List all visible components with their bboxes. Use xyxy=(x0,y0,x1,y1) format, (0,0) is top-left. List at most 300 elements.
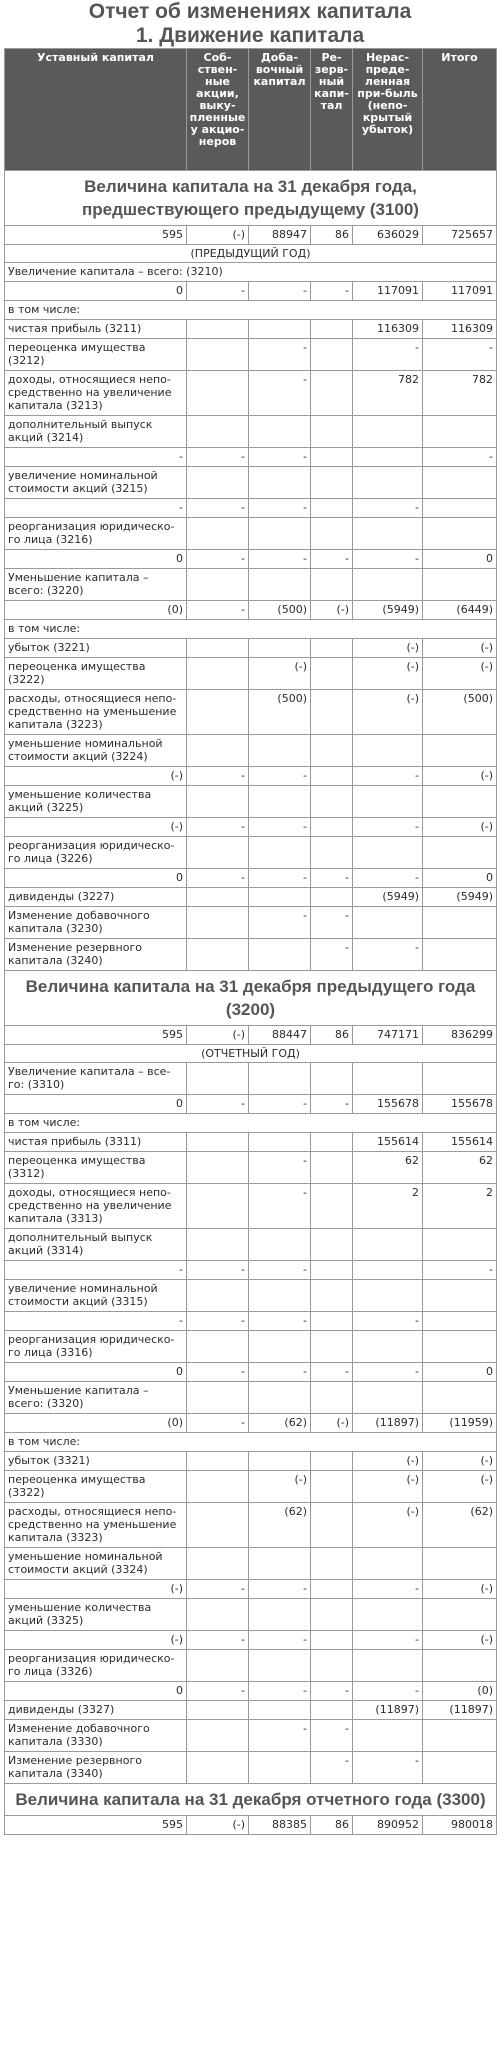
cell-additional-capital: 88447 xyxy=(249,1026,311,1045)
cell-additional-capital: - xyxy=(249,1580,311,1599)
cell-additional-capital xyxy=(249,467,311,499)
cell-treasury-shares xyxy=(187,467,249,499)
cell-charter-capital: уменьшение количества акций (3325) xyxy=(5,1599,187,1631)
table-row xyxy=(5,767,497,786)
cell-treasury-shares: - xyxy=(187,601,249,620)
cell-treasury-shares xyxy=(187,786,249,818)
table-row xyxy=(5,282,497,301)
cell-retained-earnings xyxy=(353,1331,423,1363)
cell-retained-earnings: 782 xyxy=(353,371,423,416)
cell-retained-earnings: (-) xyxy=(353,639,423,658)
cell-treasury-shares: (-) xyxy=(187,226,249,245)
cell-treasury-shares xyxy=(187,907,249,939)
cell-reserve-capital: 86 xyxy=(311,1816,353,1835)
table-row xyxy=(5,1229,497,1261)
cell-total: 0 xyxy=(423,869,497,888)
cell-treasury-shares: - xyxy=(187,1631,249,1650)
table-row xyxy=(5,1548,497,1580)
cell-retained-earnings xyxy=(353,467,423,499)
cell-reserve-capital: - xyxy=(311,282,353,301)
cell-total: (-) xyxy=(423,767,497,786)
cell-treasury-shares: - xyxy=(187,499,249,518)
cell-reserve-capital xyxy=(311,518,353,550)
cell-additional-capital xyxy=(249,1548,311,1580)
report-title-line2: 1. Движение капитала xyxy=(135,24,365,47)
cell-additional-capital: - xyxy=(249,448,311,467)
cell-additional-capital: (-) xyxy=(249,658,311,690)
cell-total xyxy=(423,1599,497,1631)
cell-total: (62) xyxy=(423,1503,497,1548)
cell-charter-capital: переоценка имущества (3322) xyxy=(5,1471,187,1503)
cell-total: - xyxy=(423,1261,497,1280)
capital-movement-table xyxy=(4,48,497,1835)
cell-retained-earnings xyxy=(353,569,423,601)
cell-additional-capital: - xyxy=(249,1261,311,1280)
cell-retained-earnings xyxy=(353,1548,423,1580)
table-row xyxy=(5,1471,497,1503)
section-heading: Величина капитала на 31 декабря отчетного года (3300) xyxy=(5,1784,497,1816)
cell-total xyxy=(423,1063,497,1095)
cell-additional-capital xyxy=(249,1331,311,1363)
table-row xyxy=(5,550,497,569)
cell-treasury-shares: - xyxy=(187,448,249,467)
cell-charter-capital: дополнительный выпуск акций (3214) xyxy=(5,416,187,448)
table-row xyxy=(5,939,497,971)
section-heading: Величина капитала на 31 декабря предыдущего года (3200) xyxy=(5,971,497,1026)
cell-charter-capital: 0 xyxy=(5,1682,187,1701)
table-row xyxy=(5,1152,497,1184)
cell-treasury-shares xyxy=(187,1471,249,1503)
table-row xyxy=(5,1133,497,1152)
cell-reserve-capital xyxy=(311,1184,353,1229)
cell-retained-earnings: - xyxy=(353,1752,423,1784)
cell-reserve-capital xyxy=(311,1331,353,1363)
cell-additional-capital: - xyxy=(249,1152,311,1184)
cell-charter-capital: 0 xyxy=(5,1095,187,1114)
cell-treasury-shares: - xyxy=(187,1682,249,1701)
cell-additional-capital: 88385 xyxy=(249,1816,311,1835)
cell-reserve-capital xyxy=(311,320,353,339)
col-header-retained-earnings: Нерас-преде-ленная при-быль (непо-крытый убыток) xyxy=(353,49,423,171)
table-row xyxy=(5,1184,497,1229)
cell-additional-capital: - xyxy=(249,1631,311,1650)
cell-additional-capital: - xyxy=(249,818,311,837)
cell-total: (11959) xyxy=(423,1414,497,1433)
cell-retained-earnings: 155678 xyxy=(353,1095,423,1114)
cell-total: 117091 xyxy=(423,282,497,301)
cell-additional-capital: - xyxy=(249,371,311,416)
cell-total xyxy=(423,569,497,601)
cell-treasury-shares xyxy=(187,639,249,658)
cell-charter-capital: реорганизация юридическо-го лица (3316) xyxy=(5,1331,187,1363)
cell-additional-capital: - xyxy=(249,869,311,888)
report-page xyxy=(4,0,496,1835)
table-row xyxy=(5,1452,497,1471)
cell-additional-capital xyxy=(249,569,311,601)
cell-additional-capital: - xyxy=(249,767,311,786)
cell-treasury-shares: - xyxy=(187,818,249,837)
cell-treasury-shares xyxy=(187,569,249,601)
cell-charter-capital: - xyxy=(5,1261,187,1280)
table-row xyxy=(5,620,497,639)
cell-total: (0) xyxy=(423,1682,497,1701)
cell-total: 155678 xyxy=(423,1095,497,1114)
cell-treasury-shares: - xyxy=(187,1095,249,1114)
cell-retained-earnings: - xyxy=(353,1580,423,1599)
table-row xyxy=(5,499,497,518)
table-row xyxy=(5,1650,497,1682)
cell-retained-earnings: - xyxy=(353,939,423,971)
period-label: (ПРЕДЫДУЩИЙ ГОД) xyxy=(5,245,497,263)
cell-reserve-capital xyxy=(311,371,353,416)
cell-total: (-) xyxy=(423,658,497,690)
cell-treasury-shares xyxy=(187,1152,249,1184)
row-label: в том числе: xyxy=(5,301,497,320)
cell-total: 782 xyxy=(423,371,497,416)
cell-retained-earnings: 117091 xyxy=(353,282,423,301)
table-row xyxy=(5,226,497,245)
cell-retained-earnings: (-) xyxy=(353,1503,423,1548)
cell-total: 2 xyxy=(423,1184,497,1229)
cell-additional-capital xyxy=(249,1133,311,1152)
cell-reserve-capital xyxy=(311,1133,353,1152)
cell-charter-capital: реорганизация юридическо-го лица (3216) xyxy=(5,518,187,550)
cell-treasury-shares xyxy=(187,1452,249,1471)
cell-treasury-shares xyxy=(187,1701,249,1720)
cell-total: (11897) xyxy=(423,1701,497,1720)
cell-treasury-shares xyxy=(187,735,249,767)
cell-retained-earnings xyxy=(353,518,423,550)
cell-charter-capital: уменьшение номинальной стоимости акций (3324) xyxy=(5,1548,187,1580)
cell-additional-capital xyxy=(249,518,311,550)
table-row xyxy=(5,1331,497,1363)
cell-reserve-capital xyxy=(311,339,353,371)
period-row xyxy=(5,1045,497,1063)
period-label: (ОТЧЕТНЫЙ ГОД) xyxy=(5,1045,497,1063)
cell-total xyxy=(423,1720,497,1752)
cell-total: (-) xyxy=(423,818,497,837)
table-row xyxy=(5,1382,497,1414)
cell-retained-earnings: (11897) xyxy=(353,1414,423,1433)
cell-total: 0 xyxy=(423,1363,497,1382)
cell-reserve-capital: - xyxy=(311,1682,353,1701)
cell-reserve-capital xyxy=(311,786,353,818)
col-header-total: Итого xyxy=(423,49,497,171)
cell-reserve-capital: - xyxy=(311,907,353,939)
cell-total xyxy=(423,518,497,550)
cell-total xyxy=(423,786,497,818)
cell-reserve-capital xyxy=(311,888,353,907)
cell-treasury-shares xyxy=(187,339,249,371)
cell-charter-capital: 595 xyxy=(5,1816,187,1835)
cell-reserve-capital xyxy=(311,1280,353,1312)
cell-treasury-shares xyxy=(187,518,249,550)
table-row xyxy=(5,1261,497,1280)
cell-reserve-capital xyxy=(311,1229,353,1261)
cell-retained-earnings: (-) xyxy=(353,690,423,735)
cell-total: (6449) xyxy=(423,601,497,620)
cell-treasury-shares: - xyxy=(187,550,249,569)
cell-charter-capital: переоценка имущества (3212) xyxy=(5,339,187,371)
cell-total: (-) xyxy=(423,1452,497,1471)
cell-charter-capital: убыток (3321) xyxy=(5,1452,187,1471)
cell-charter-capital: 595 xyxy=(5,1026,187,1045)
cell-total: 116309 xyxy=(423,320,497,339)
cell-additional-capital: - xyxy=(249,1682,311,1701)
cell-total: 836299 xyxy=(423,1026,497,1045)
cell-treasury-shares xyxy=(187,1503,249,1548)
table-row xyxy=(5,1682,497,1701)
cell-retained-earnings: - xyxy=(353,499,423,518)
cell-total xyxy=(423,416,497,448)
cell-treasury-shares xyxy=(187,658,249,690)
table-row xyxy=(5,320,497,339)
cell-treasury-shares xyxy=(187,1133,249,1152)
cell-retained-earnings: 62 xyxy=(353,1152,423,1184)
cell-total xyxy=(423,939,497,971)
row-label: в том числе: xyxy=(5,1433,497,1452)
table-row xyxy=(5,1599,497,1631)
cell-reserve-capital xyxy=(311,499,353,518)
row-label: в том числе: xyxy=(5,620,497,639)
cell-reserve-capital xyxy=(311,416,353,448)
cell-retained-earnings xyxy=(353,416,423,448)
cell-retained-earnings: (-) xyxy=(353,1471,423,1503)
cell-charter-capital: переоценка имущества (3222) xyxy=(5,658,187,690)
cell-additional-capital: 88947 xyxy=(249,226,311,245)
cell-charter-capital: - xyxy=(5,499,187,518)
table-row xyxy=(5,416,497,448)
period-row xyxy=(5,245,497,263)
cell-reserve-capital xyxy=(311,658,353,690)
cell-retained-earnings xyxy=(353,1229,423,1261)
cell-reserve-capital: (-) xyxy=(311,601,353,620)
cell-retained-earnings xyxy=(353,1261,423,1280)
cell-retained-earnings: 155614 xyxy=(353,1133,423,1152)
cell-treasury-shares xyxy=(187,1599,249,1631)
cell-reserve-capital xyxy=(311,1631,353,1650)
cell-additional-capital: - xyxy=(249,550,311,569)
cell-total: 980018 xyxy=(423,1816,497,1835)
cell-charter-capital: доходы, относящиеся непо-средственно на увеличение капитала (3313) xyxy=(5,1184,187,1229)
table-row xyxy=(5,1280,497,1312)
report-title-line1: Отчет об изменениях капитала xyxy=(88,0,412,23)
col-header-reserve-capital: Ре-зерв-ный капи-тал xyxy=(311,49,353,171)
cell-additional-capital xyxy=(249,1452,311,1471)
cell-additional-capital: - xyxy=(249,1095,311,1114)
cell-treasury-shares: - xyxy=(187,1261,249,1280)
cell-charter-capital: увеличение номинальной стоимости акций (3215) xyxy=(5,467,187,499)
cell-additional-capital xyxy=(249,1599,311,1631)
cell-total xyxy=(423,1382,497,1414)
cell-treasury-shares: (-) xyxy=(187,1816,249,1835)
cell-charter-capital: чистая прибыль (3211) xyxy=(5,320,187,339)
cell-total xyxy=(423,1752,497,1784)
row-label: в том числе: xyxy=(5,1114,497,1133)
section-heading-row xyxy=(5,1784,497,1816)
cell-additional-capital xyxy=(249,1280,311,1312)
cell-reserve-capital xyxy=(311,1471,353,1503)
table-row xyxy=(5,263,497,282)
cell-reserve-capital xyxy=(311,1382,353,1414)
cell-retained-earnings: - xyxy=(353,767,423,786)
cell-total xyxy=(423,735,497,767)
table-row xyxy=(5,467,497,499)
table-row xyxy=(5,907,497,939)
cell-total: (-) xyxy=(423,1471,497,1503)
cell-reserve-capital: - xyxy=(311,1720,353,1752)
cell-treasury-shares xyxy=(187,690,249,735)
cell-additional-capital xyxy=(249,786,311,818)
cell-total xyxy=(423,907,497,939)
cell-reserve-capital xyxy=(311,818,353,837)
table-row xyxy=(5,1363,497,1382)
table-row xyxy=(5,1114,497,1133)
cell-additional-capital xyxy=(249,1229,311,1261)
table-row xyxy=(5,690,497,735)
cell-charter-capital: расходы, относящиеся непо-средственно на уменьшение капитала (3223) xyxy=(5,690,187,735)
cell-retained-earnings xyxy=(353,735,423,767)
cell-reserve-capital xyxy=(311,690,353,735)
cell-retained-earnings: - xyxy=(353,339,423,371)
cell-retained-earnings: - xyxy=(353,1312,423,1331)
cell-charter-capital: реорганизация юридическо-го лица (3326) xyxy=(5,1650,187,1682)
cell-reserve-capital xyxy=(311,1599,353,1631)
cell-total: 0 xyxy=(423,550,497,569)
cell-charter-capital: (-) xyxy=(5,767,187,786)
cell-retained-earnings: (5949) xyxy=(353,601,423,620)
cell-total xyxy=(423,1650,497,1682)
cell-retained-earnings: 636029 xyxy=(353,226,423,245)
cell-total: (-) xyxy=(423,1580,497,1599)
cell-total xyxy=(423,499,497,518)
cell-treasury-shares xyxy=(187,1752,249,1784)
cell-reserve-capital: 86 xyxy=(311,226,353,245)
cell-total: 725657 xyxy=(423,226,497,245)
cell-reserve-capital: - xyxy=(311,1095,353,1114)
cell-treasury-shares xyxy=(187,1280,249,1312)
cell-reserve-capital xyxy=(311,1261,353,1280)
cell-total xyxy=(423,1280,497,1312)
cell-retained-earnings xyxy=(353,1280,423,1312)
cell-additional-capital xyxy=(249,1382,311,1414)
cell-reserve-capital xyxy=(311,1548,353,1580)
cell-total: - xyxy=(423,448,497,467)
cell-additional-capital xyxy=(249,735,311,767)
table-row xyxy=(5,1063,497,1095)
cell-additional-capital xyxy=(249,320,311,339)
cell-additional-capital: - xyxy=(249,1720,311,1752)
cell-treasury-shares xyxy=(187,837,249,869)
cell-treasury-shares xyxy=(187,1229,249,1261)
cell-retained-earnings xyxy=(353,1063,423,1095)
cell-additional-capital: - xyxy=(249,282,311,301)
table-row xyxy=(5,1312,497,1331)
cell-treasury-shares: - xyxy=(187,1363,249,1382)
cell-total: 62 xyxy=(423,1152,497,1184)
cell-treasury-shares: (-) xyxy=(187,1026,249,1045)
table-body xyxy=(5,171,497,1835)
cell-treasury-shares xyxy=(187,320,249,339)
row-label: Увеличение капитала – всего: (3210) xyxy=(5,263,497,282)
cell-treasury-shares xyxy=(187,1650,249,1682)
cell-reserve-capital xyxy=(311,569,353,601)
cell-treasury-shares: - xyxy=(187,1312,249,1331)
cell-total: (5949) xyxy=(423,888,497,907)
cell-additional-capital xyxy=(249,1063,311,1095)
table-row xyxy=(5,1580,497,1599)
cell-treasury-shares: - xyxy=(187,869,249,888)
cell-retained-earnings: - xyxy=(353,818,423,837)
section-heading-row xyxy=(5,171,497,226)
cell-reserve-capital: - xyxy=(311,1752,353,1784)
cell-charter-capital: чистая прибыль (3311) xyxy=(5,1133,187,1152)
cell-treasury-shares xyxy=(187,1184,249,1229)
col-header-additional-capital: Доба-вочный капитал xyxy=(249,49,311,171)
cell-retained-earnings xyxy=(353,1650,423,1682)
table-row xyxy=(5,301,497,320)
cell-charter-capital: увеличение номинальной стоимости акций (3315) xyxy=(5,1280,187,1312)
cell-additional-capital xyxy=(249,416,311,448)
table-row xyxy=(5,888,497,907)
cell-retained-earnings xyxy=(353,448,423,467)
report-title xyxy=(4,0,496,48)
table-row xyxy=(5,1752,497,1784)
cell-total xyxy=(423,837,497,869)
cell-retained-earnings xyxy=(353,1382,423,1414)
cell-charter-capital: Изменение резервного капитала (3340) xyxy=(5,1752,187,1784)
table-header-row xyxy=(5,49,497,171)
cell-reserve-capital: 86 xyxy=(311,1026,353,1045)
cell-retained-earnings xyxy=(353,907,423,939)
cell-reserve-capital xyxy=(311,1580,353,1599)
table-row xyxy=(5,601,497,620)
table-row xyxy=(5,518,497,550)
cell-reserve-capital: - xyxy=(311,939,353,971)
table-row xyxy=(5,735,497,767)
cell-retained-earnings: - xyxy=(353,1682,423,1701)
cell-charter-capital: Изменение добавочного капитала (3230) xyxy=(5,907,187,939)
cell-retained-earnings xyxy=(353,1720,423,1752)
cell-additional-capital: - xyxy=(249,339,311,371)
cell-retained-earnings: - xyxy=(353,869,423,888)
table-row xyxy=(5,1433,497,1452)
cell-treasury-shares xyxy=(187,939,249,971)
table-row xyxy=(5,1026,497,1045)
cell-charter-capital: 0 xyxy=(5,282,187,301)
table-row xyxy=(5,1720,497,1752)
table-row xyxy=(5,1631,497,1650)
cell-reserve-capital xyxy=(311,767,353,786)
table-row xyxy=(5,371,497,416)
table-row xyxy=(5,1095,497,1114)
table-row xyxy=(5,869,497,888)
cell-additional-capital: - xyxy=(249,1184,311,1229)
cell-retained-earnings: 2 xyxy=(353,1184,423,1229)
cell-reserve-capital xyxy=(311,467,353,499)
cell-retained-earnings xyxy=(353,786,423,818)
cell-total: (-) xyxy=(423,639,497,658)
cell-reserve-capital xyxy=(311,1650,353,1682)
cell-charter-capital: - xyxy=(5,448,187,467)
cell-reserve-capital: - xyxy=(311,1363,353,1382)
cell-charter-capital: Уменьшение капитала – всего: (3320) xyxy=(5,1382,187,1414)
cell-charter-capital: уменьшение номинальной стоимости акций (3224) xyxy=(5,735,187,767)
cell-total: - xyxy=(423,339,497,371)
table-row xyxy=(5,1701,497,1720)
section-heading-row xyxy=(5,971,497,1026)
cell-additional-capital: (62) xyxy=(249,1414,311,1433)
